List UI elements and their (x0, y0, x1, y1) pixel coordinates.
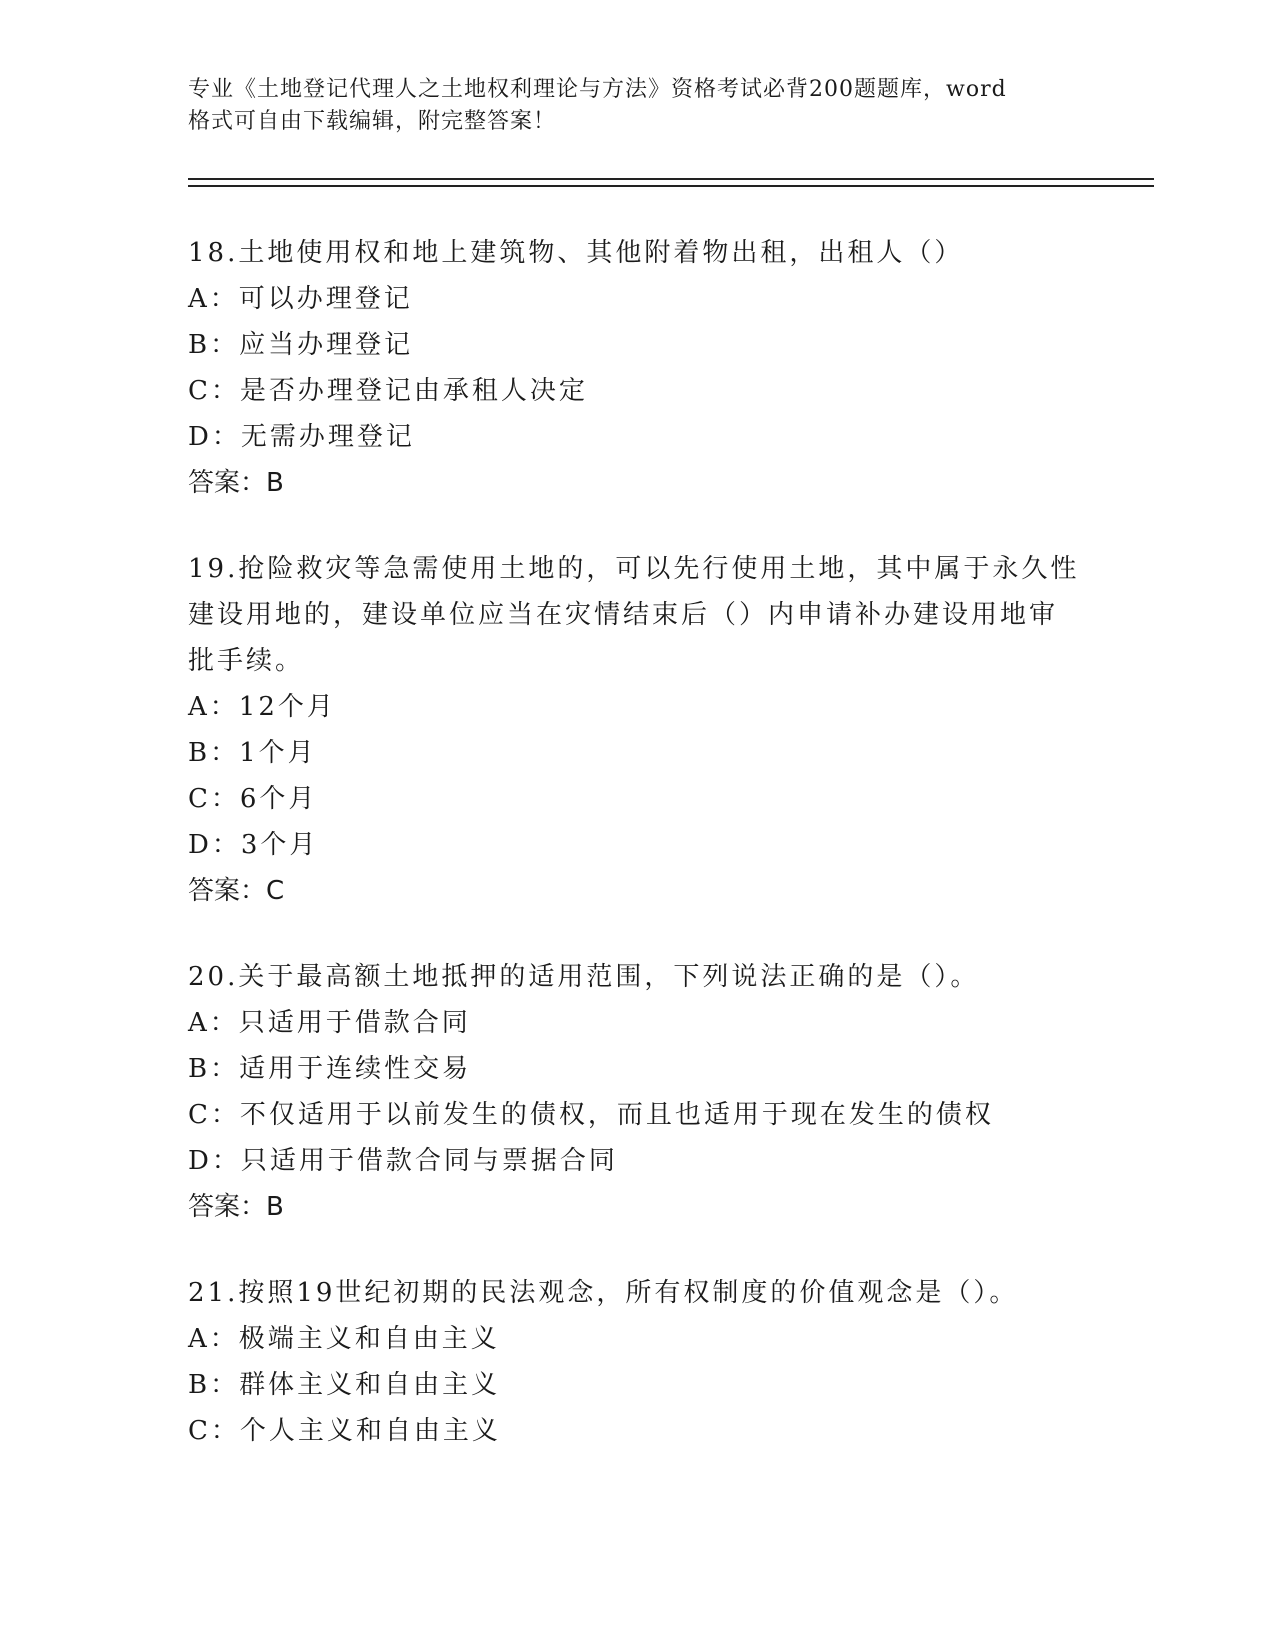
option-b: B：适用于连续性交易 (188, 1054, 472, 1084)
question-stem-line: 20.关于最高额土地抵押的适用范围，下列说法正确的是（）。 (188, 962, 980, 992)
option-c: C：是否办理登记由承租人决定 (188, 376, 588, 406)
question-stem (188, 1270, 1088, 1316)
header-line-1: 专业《土地登记代理人之土地权利理论与方法》资格考试必背200题题库，word (188, 77, 1007, 102)
answer-line: 答案：C (188, 876, 285, 906)
option-c: C：6个月 (188, 784, 318, 814)
option-a: A：只适用于借款合同 (188, 1008, 471, 1038)
option-d: D：3个月 (188, 830, 319, 860)
header-divider (188, 178, 1154, 187)
header-line-2: 格式可自由下载编辑，附完整答案！ (188, 109, 557, 134)
option-a: A：极端主义和自由主义 (188, 1324, 500, 1354)
question-stem-line: 21.按照19世纪初期的民法观念，所有权制度的价值观念是（）。 (188, 1278, 1019, 1308)
option-c: C：个人主义和自由主义 (188, 1416, 501, 1446)
question-20 (188, 954, 1088, 1230)
question-stem (188, 954, 1088, 1000)
question-stem-line: 建设用地的，建设单位应当在灾情结束后（）内申请补办建设用地审 (188, 600, 1059, 630)
answer-line: 答案：B (188, 468, 284, 498)
question-21 (188, 1270, 1088, 1454)
question-stem-line: 19.抢险救灾等急需使用土地的，可以先行使用土地，其中属于永久性 (188, 554, 1080, 584)
question-stem (188, 546, 1088, 684)
question-list (188, 230, 1088, 1494)
document-header (188, 74, 1088, 138)
option-a: A：12个月 (188, 692, 336, 722)
option-d: D：无需办理登记 (188, 422, 415, 452)
option-d: D：只适用于借款合同与票据合同 (188, 1146, 618, 1176)
question-stem-line: 批手续。 (188, 646, 305, 676)
question-18 (188, 230, 1088, 506)
question-stem (188, 230, 1088, 276)
option-b: B：应当办理登记 (188, 330, 414, 360)
option-b: B：群体主义和自由主义 (188, 1370, 501, 1400)
answer-line: 答案：B (188, 1192, 284, 1222)
option-c: C：不仅适用于以前发生的债权，而且也适用于现在发生的债权 (188, 1100, 994, 1130)
option-b: B：1个月 (188, 738, 317, 768)
option-a: A：可以办理登记 (188, 284, 413, 314)
question-stem-line: 18.土地使用权和地上建筑物、其他附着物出租，出租人（） (188, 238, 964, 268)
question-19 (188, 546, 1088, 914)
